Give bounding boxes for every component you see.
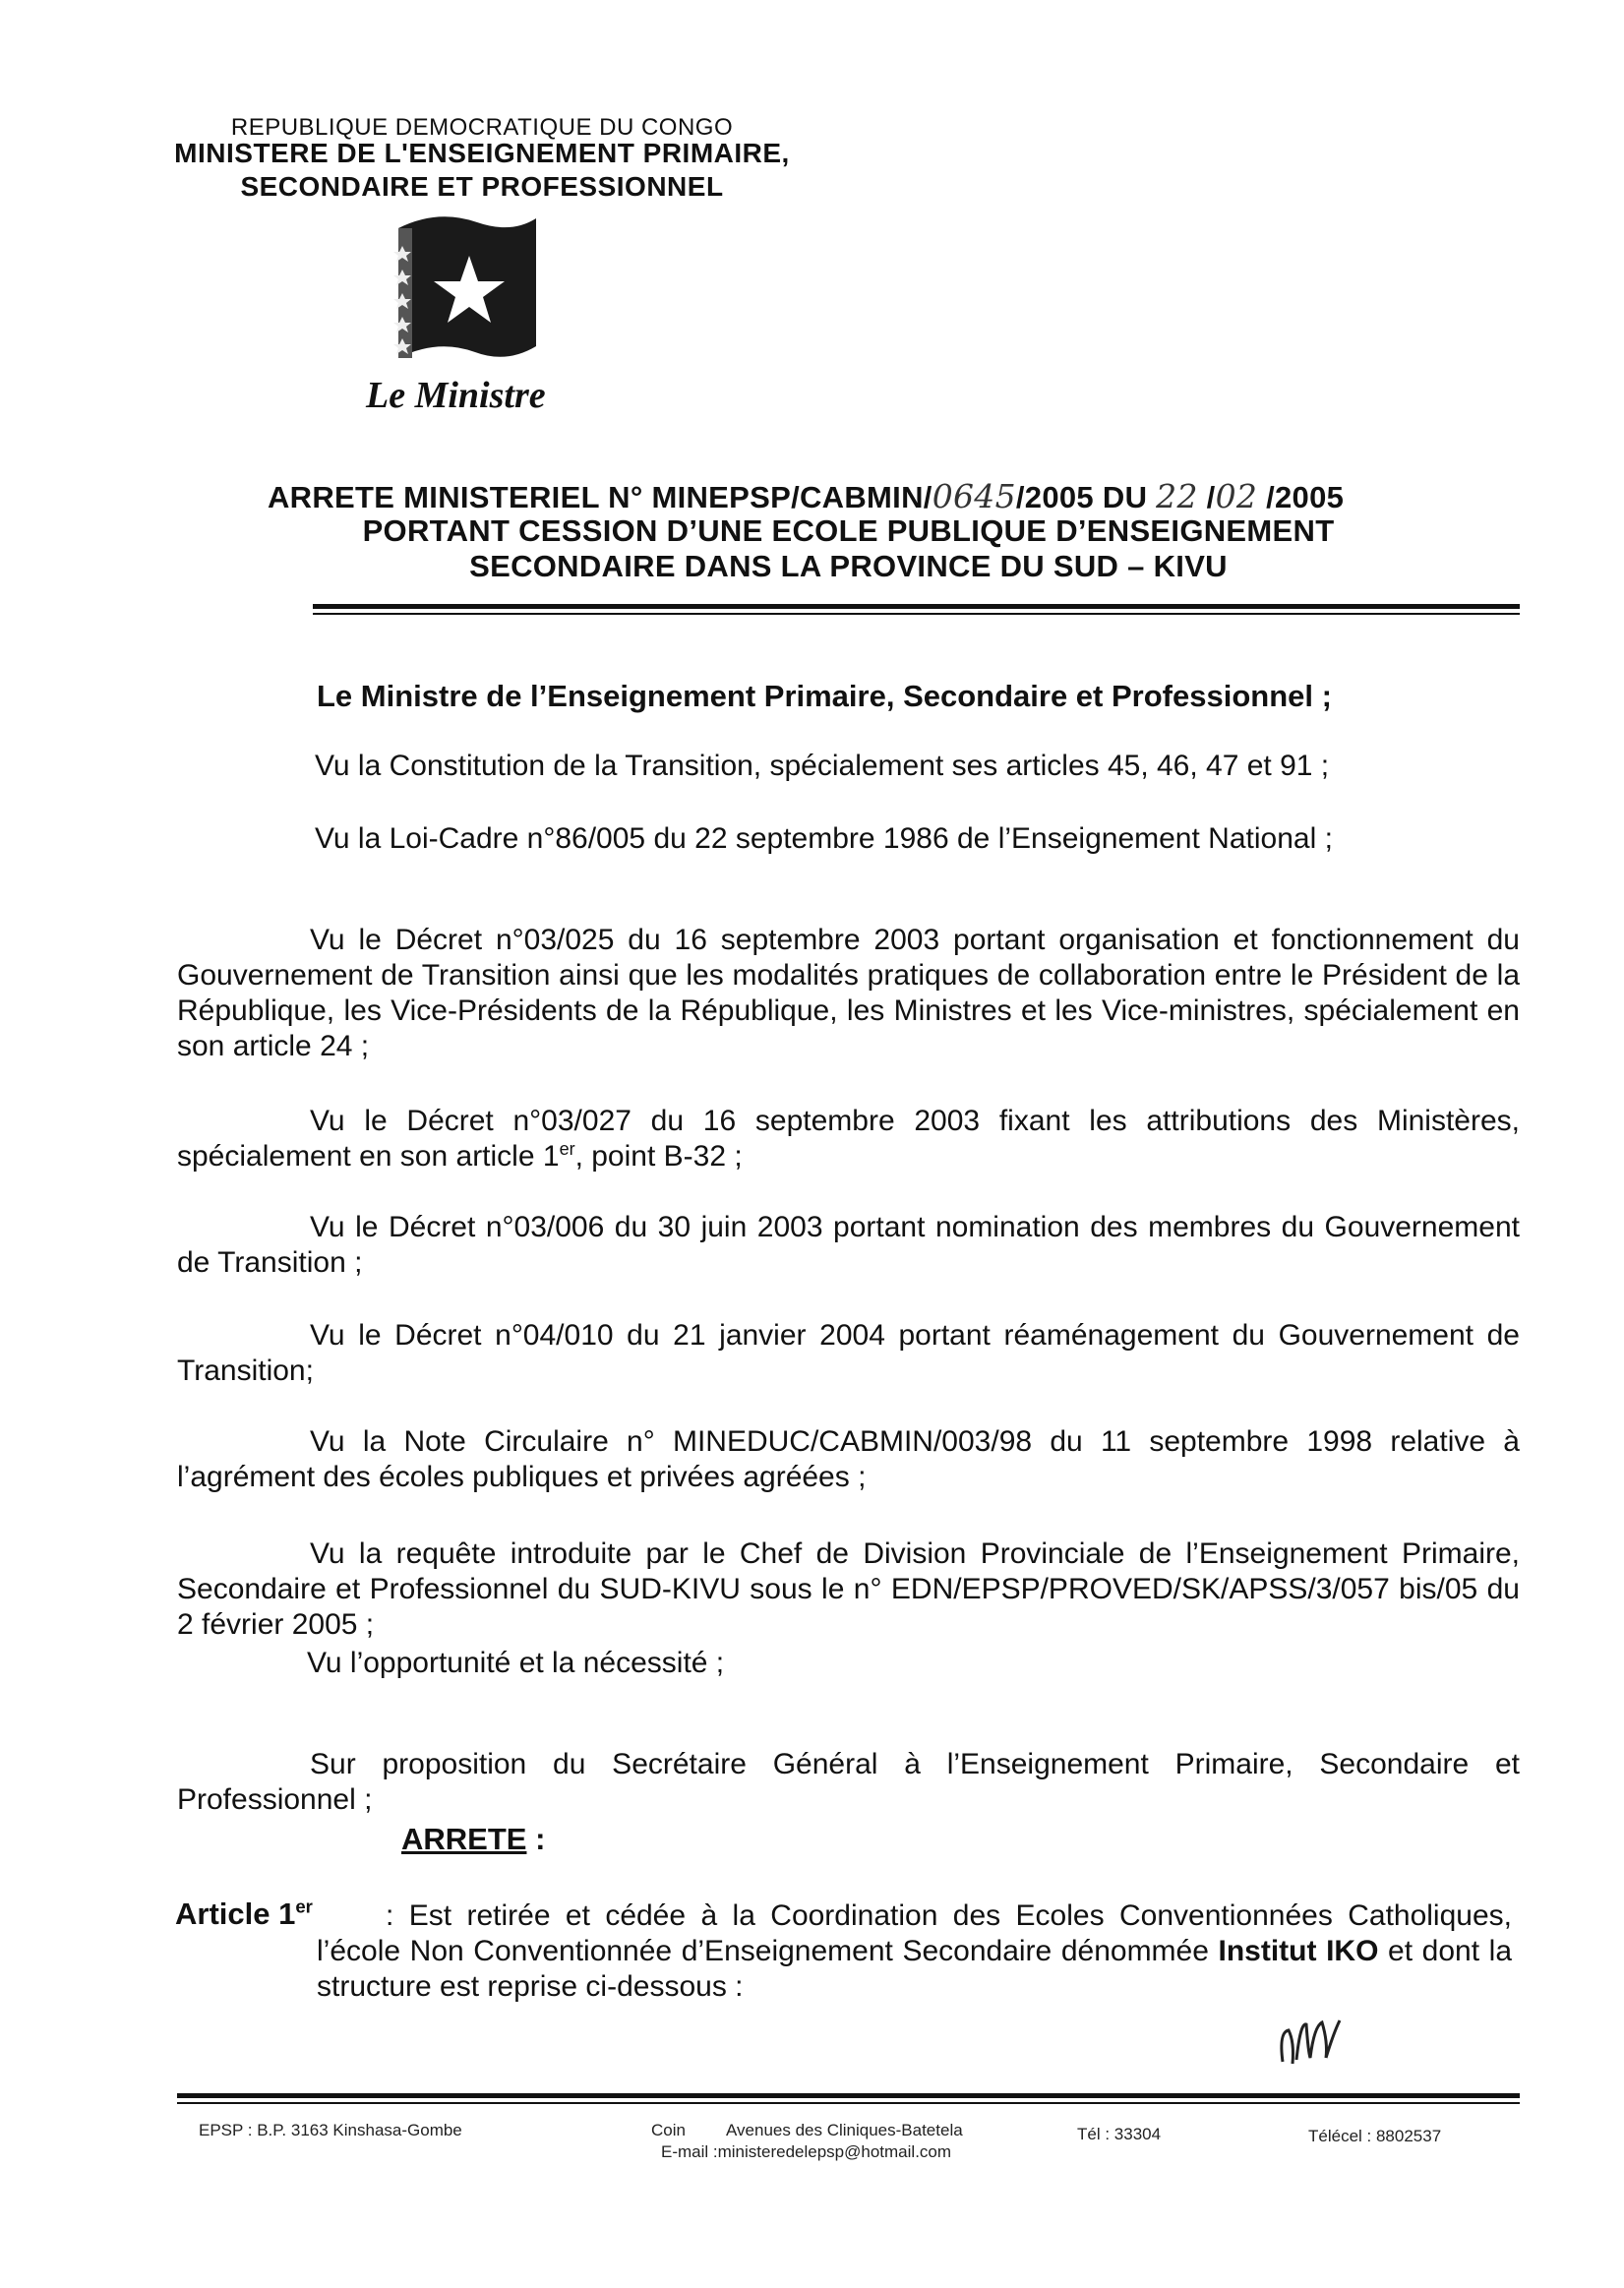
vu-decret-03-006-text: Vu le Décret n°03/006 du 30 juin 2003 portant nomination des membres du Gouvernement de Transition ; bbox=[177, 1211, 1520, 1279]
date-separator: / bbox=[1197, 480, 1216, 514]
ministry-name-line1: MINISTERE DE L'ENSEIGNEMENT PRIMAIRE, bbox=[174, 138, 790, 168]
ministry-name-line2: SECONDAIRE ET PROFESSIONNEL bbox=[240, 171, 724, 202]
vu-decret-04-010-text: Vu le Décret n°04/010 du 21 janvier 2004 portant réaménagement du Gouvernement de Transition; bbox=[177, 1319, 1520, 1387]
vu-decret-03-025 bbox=[177, 893, 1520, 1094]
title-rule-thick bbox=[313, 604, 1520, 609]
decree-title-line3: SECONDAIRE DANS LA PROVINCE DU SUD – KIVU bbox=[469, 549, 1228, 583]
vu-note-circulaire-text: Vu la Note Circulaire n° MINEDUC/CABMIN/003/98 du 11 septembre 1998 relative à l’agrément des écoles publiques et privées agréées ; bbox=[177, 1425, 1520, 1493]
minister-heading: Le Ministre de l’Enseignement Primaire, Secondaire et Professionnel ; bbox=[317, 679, 1332, 713]
vu-requete-text: Vu la requête introduite par le Chef de Division Provinciale de l’Enseignement Primaire, Secondaire et Professionnel du SUD-KIVU sous le n° EDN/EPSP/PROVED/SK/APSS/3/057 bis/05 du 2 février 2005 ; bbox=[177, 1537, 1520, 1641]
footer-telecel: Télécel : 8802537 bbox=[1308, 2127, 1442, 2145]
vu-note-circulaire bbox=[177, 1395, 1520, 1525]
minister-signature-title: Le Ministre bbox=[366, 375, 546, 416]
footer-rule-thick bbox=[177, 2093, 1520, 2098]
article-1-label: Article 1er bbox=[175, 1896, 313, 1931]
title-rule-thin bbox=[313, 613, 1520, 615]
footer-po-box: EPSP : B.P. 3163 Kinshasa-Gombe bbox=[199, 2121, 462, 2139]
sur-proposition bbox=[177, 1717, 1520, 1847]
flag-emblem-icon bbox=[389, 209, 546, 376]
vu-constitution: Vu la Constitution de la Transition, spécialement ses articles 45, 46, 47 et 91 ; bbox=[315, 750, 1330, 782]
footer-tel: Tél : 33304 bbox=[1077, 2125, 1162, 2143]
institut-iko-name: Institut IKO bbox=[1218, 1935, 1379, 1967]
handwritten-month: 02 bbox=[1215, 477, 1258, 515]
decree-title-line1 bbox=[268, 477, 1344, 515]
footer-rule-thin bbox=[177, 2102, 1520, 2104]
vu-decret-03-025-text: Vu le Décret n°03/025 du 16 septembre 2003 portant organisation et fonctionnement du Gouvernement de Transition ainsi que les modalités pratiques de collaboration entre le Président de la République, les Vice-Présidents de la République, les Ministres et les Vice-ministres, spécialement en son article 24 ; bbox=[177, 924, 1520, 1062]
decree-year-du: /2005 DU bbox=[1015, 480, 1157, 514]
decree-number-prefix: ARRETE MINISTERIEL N° MINEPSP/CABMIN/ bbox=[268, 480, 932, 514]
arrete-heading: ARRETE : bbox=[401, 1822, 546, 1856]
decree-year-end: /2005 bbox=[1257, 480, 1345, 514]
initials-mark-icon bbox=[1275, 2013, 1344, 2072]
handwritten-decree-number: 0645 bbox=[932, 477, 1016, 515]
sur-proposition-text: Sur proposition du Secrétaire Général à l’Enseignement Primaire, Secondaire et Professionnel ; bbox=[177, 1748, 1520, 1816]
footer-coin: Coin bbox=[651, 2121, 686, 2139]
vu-decret-03-027-text: Vu le Décret n°03/027 du 16 septembre 2003 fixant les attributions des Ministères, spécialement en son article 1er, point B-32 ; bbox=[177, 1105, 1520, 1173]
arrete-label: ARRETE bbox=[401, 1822, 527, 1856]
country-name: REPUBLIQUE DEMOCRATIQUE DU CONGO bbox=[230, 114, 734, 141]
decree-title-line2: PORTANT CESSION D’UNE ECOLE PUBLIQUE D’ENSEIGNEMENT bbox=[362, 513, 1335, 548]
footer-email: E-mail :ministeredelepsp@hotmail.com bbox=[661, 2142, 952, 2161]
article-1-text: : Est retirée et cédée à la Coordination des Ecoles Conventionnées Catholiques, l’école Non Conventionnée d’Enseignement Secondaire dénommée Institut IKO et dont la structure est reprise ci-dessous : bbox=[317, 1899, 1512, 2003]
handwritten-day: 22 bbox=[1156, 477, 1198, 515]
footer-avenues: Avenues des Cliniques-Batetela bbox=[726, 2121, 963, 2139]
vu-opportunite: Vu l’opportunité et la nécessité ; bbox=[307, 1647, 725, 1679]
vu-loi-cadre: Vu la Loi-Cadre n°86/005 du 22 septembre 1986 de l’Enseignement National ; bbox=[315, 822, 1333, 855]
